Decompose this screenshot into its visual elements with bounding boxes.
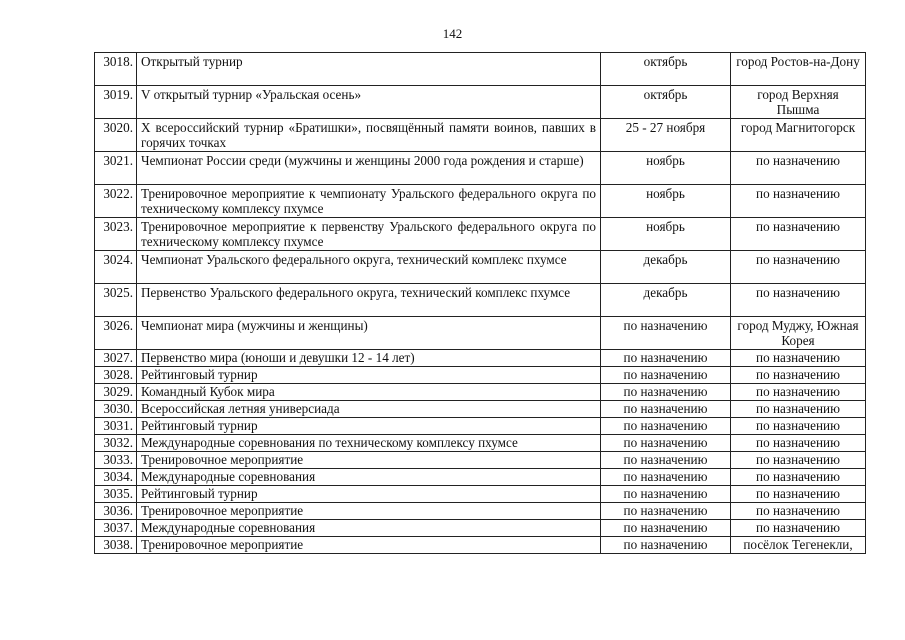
event-name-cell: Тренировочное мероприятие к чемпионату Уральского федерального округа по техническому комплексу пхумсе bbox=[137, 185, 601, 218]
event-date-cell: декабрь bbox=[601, 284, 731, 317]
event-date-cell: декабрь bbox=[601, 251, 731, 284]
event-date-cell: ноябрь bbox=[601, 218, 731, 251]
event-date-cell: по назначению bbox=[601, 317, 731, 350]
event-date-cell: ноябрь bbox=[601, 152, 731, 185]
event-place-cell: город Верхняя Пышма bbox=[731, 86, 866, 119]
event-place-cell: по назначению bbox=[731, 435, 866, 452]
table-row bbox=[95, 503, 866, 520]
table-row bbox=[95, 452, 866, 469]
table-row bbox=[95, 469, 866, 486]
event-name-cell: Международные соревнования bbox=[137, 520, 601, 537]
row-number-cell: 3033. bbox=[95, 452, 137, 469]
table-row bbox=[95, 537, 866, 554]
table-row bbox=[95, 350, 866, 367]
event-date-cell: по назначению bbox=[601, 520, 731, 537]
event-place-cell: по назначению bbox=[731, 401, 866, 418]
event-place-cell: по назначению bbox=[731, 251, 866, 284]
event-place-cell: по назначению bbox=[731, 284, 866, 317]
table-row bbox=[95, 435, 866, 452]
table-row bbox=[95, 185, 866, 218]
event-date-cell: 25 - 27 ноября bbox=[601, 119, 731, 152]
event-name-cell: Всероссийская летняя универсиада bbox=[137, 401, 601, 418]
event-place-cell: по назначению bbox=[731, 503, 866, 520]
event-name-cell: Чемпионат мира (мужчины и женщины) bbox=[137, 317, 601, 350]
event-name-cell: Чемпионат России среди (мужчины и женщины 2000 года рождения и старше) bbox=[137, 152, 601, 185]
event-place-cell: город Ростов-на-Дону bbox=[731, 53, 866, 86]
row-number-cell: 3026. bbox=[95, 317, 137, 350]
event-date-cell: по назначению bbox=[601, 452, 731, 469]
event-date-cell: по назначению bbox=[601, 537, 731, 554]
event-date-cell: по назначению bbox=[601, 469, 731, 486]
event-name-cell: V открытый турнир «Уральская осень» bbox=[137, 86, 601, 119]
event-date-cell: по назначению bbox=[601, 350, 731, 367]
event-place-cell: по назначению bbox=[731, 469, 866, 486]
event-name-cell: Чемпионат Уральского федерального округа, технический комплекс пхумсе bbox=[137, 251, 601, 284]
events-table bbox=[94, 52, 866, 554]
event-place-cell: по назначению bbox=[731, 520, 866, 537]
table-row bbox=[95, 520, 866, 537]
event-name-cell: Рейтинговый турнир bbox=[137, 486, 601, 503]
event-name-cell: Рейтинговый турнир bbox=[137, 418, 601, 435]
event-name-cell: Тренировочное мероприятие bbox=[137, 503, 601, 520]
event-date-cell: по назначению bbox=[601, 367, 731, 384]
row-number-cell: 3031. bbox=[95, 418, 137, 435]
event-place-cell: по назначению bbox=[731, 384, 866, 401]
event-place-cell: по назначению bbox=[731, 152, 866, 185]
row-number-cell: 3025. bbox=[95, 284, 137, 317]
row-number-cell: 3035. bbox=[95, 486, 137, 503]
row-number-cell: 3020. bbox=[95, 119, 137, 152]
table-row bbox=[95, 367, 866, 384]
page-number: 142 bbox=[442, 26, 463, 41]
event-date-cell: ноябрь bbox=[601, 185, 731, 218]
event-place-cell: посёлок Тегенекли, bbox=[731, 537, 866, 554]
event-date-cell: по назначению bbox=[601, 401, 731, 418]
table-row bbox=[95, 218, 866, 251]
row-number-cell: 3034. bbox=[95, 469, 137, 486]
event-date-cell: по назначению bbox=[601, 503, 731, 520]
row-number-cell: 3024. bbox=[95, 251, 137, 284]
event-date-cell: по назначению bbox=[601, 486, 731, 503]
event-place-cell: по назначению bbox=[731, 452, 866, 469]
row-number-cell: 3021. bbox=[95, 152, 137, 185]
event-name-cell: Первенство мира (юноши и девушки 12 - 14 лет) bbox=[137, 350, 601, 367]
event-date-cell: октябрь bbox=[601, 86, 731, 119]
event-name-cell: Тренировочное мероприятие bbox=[137, 537, 601, 554]
table-row bbox=[95, 152, 866, 185]
row-number-cell: 3032. bbox=[95, 435, 137, 452]
event-date-cell: по назначению bbox=[601, 435, 731, 452]
event-date-cell: по назначению bbox=[601, 384, 731, 401]
event-place-cell: по назначению bbox=[731, 185, 866, 218]
event-date-cell: октябрь bbox=[601, 53, 731, 86]
event-name-cell: X всероссийский турнир «Братишки», посвящённый памяти воинов, павших в горячих точках bbox=[137, 119, 601, 152]
row-number-cell: 3023. bbox=[95, 218, 137, 251]
event-name-cell: Тренировочное мероприятие bbox=[137, 452, 601, 469]
event-place-cell: по назначению bbox=[731, 418, 866, 435]
row-number-cell: 3029. bbox=[95, 384, 137, 401]
event-name-cell: Тренировочное мероприятие к первенству Уральского федерального округа по техническому комплексу пхумсе bbox=[137, 218, 601, 251]
event-place-cell: по назначению bbox=[731, 486, 866, 503]
row-number-cell: 3038. bbox=[95, 537, 137, 554]
event-name-cell: Первенство Уральского федерального округа, технический комплекс пхумсе bbox=[137, 284, 601, 317]
row-number-cell: 3022. bbox=[95, 185, 137, 218]
event-place-cell: по назначению bbox=[731, 367, 866, 384]
table-row bbox=[95, 384, 866, 401]
row-number-cell: 3028. bbox=[95, 367, 137, 384]
table-row bbox=[95, 86, 866, 119]
table-row bbox=[95, 53, 866, 86]
row-number-cell: 3018. bbox=[95, 53, 137, 86]
events-table-body bbox=[95, 53, 866, 554]
table-row bbox=[95, 486, 866, 503]
event-name-cell: Открытый турнир bbox=[137, 53, 601, 86]
event-place-cell: по назначению bbox=[731, 218, 866, 251]
table-row bbox=[95, 284, 866, 317]
row-number-cell: 3037. bbox=[95, 520, 137, 537]
event-place-cell: по назначению bbox=[731, 350, 866, 367]
event-date-cell: по назначению bbox=[601, 418, 731, 435]
event-name-cell: Международные соревнования по техническому комплексу пхумсе bbox=[137, 435, 601, 452]
event-place-cell: город Магнитогорск bbox=[731, 119, 866, 152]
event-name-cell: Командный Кубок мира bbox=[137, 384, 601, 401]
row-number-cell: 3036. bbox=[95, 503, 137, 520]
row-number-cell: 3030. bbox=[95, 401, 137, 418]
event-name-cell: Международные соревнования bbox=[137, 469, 601, 486]
table-row bbox=[95, 119, 866, 152]
table-row bbox=[95, 401, 866, 418]
event-name-cell: Рейтинговый турнир bbox=[137, 367, 601, 384]
event-place-cell: город Муджу, Южная Корея bbox=[731, 317, 866, 350]
row-number-cell: 3027. bbox=[95, 350, 137, 367]
table-row bbox=[95, 317, 866, 350]
table-row bbox=[95, 418, 866, 435]
row-number-cell: 3019. bbox=[95, 86, 137, 119]
table-row bbox=[95, 251, 866, 284]
